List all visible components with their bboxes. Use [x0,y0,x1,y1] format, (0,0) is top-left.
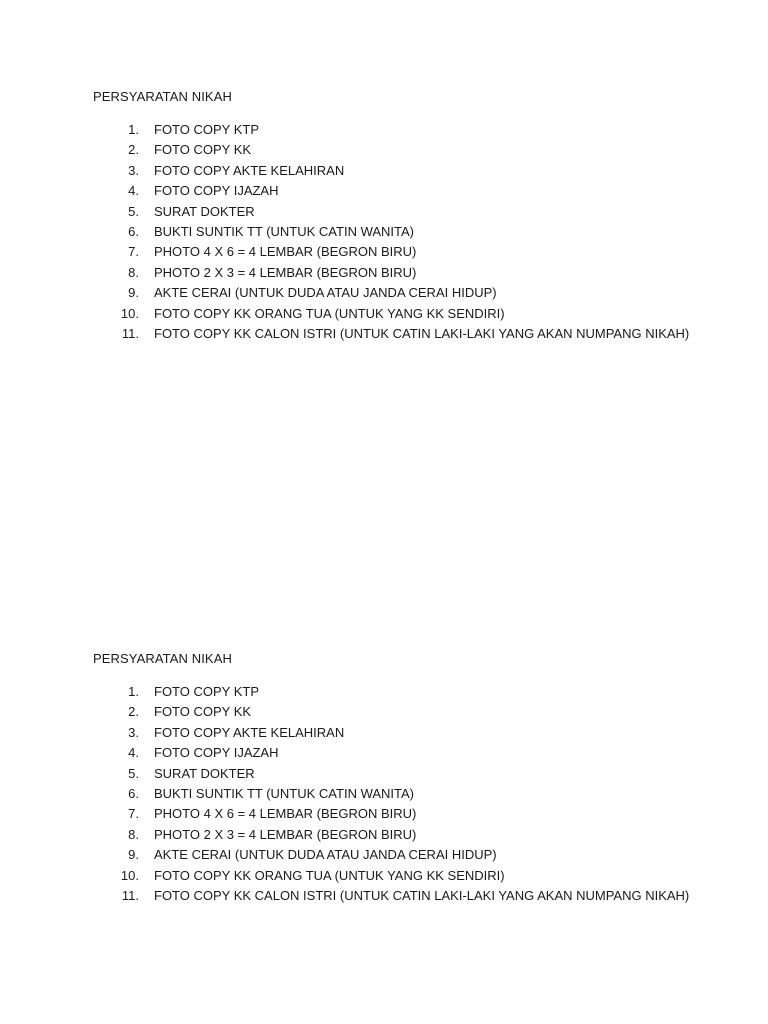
item-text: FOTO COPY KK CALON ISTRI (UNTUK CATIN LAKI-LAKI YANG AKAN NUMPANG NIKAH) [154,325,690,341]
item-text: FOTO COPY IJAZAH [154,183,279,199]
item-number: 5. [128,765,139,781]
list-item [93,764,733,784]
item-text: FOTO COPY KK [154,704,252,720]
list-item [93,283,733,303]
item-number: 1. [128,684,139,699]
item-text: AKTE CERAI (UNTUK DUDA ATAU JANDA CERAI HIDUP) [154,285,497,301]
item-text: FOTO COPY KK [154,142,252,158]
requirements-list [93,682,733,906]
item-text: FOTO COPY KTP [154,122,259,137]
list-item [93,222,733,242]
item-number: 4. [128,183,139,199]
list-item [93,784,733,804]
item-number: 3. [128,724,139,740]
list-item [93,845,733,865]
list-item [93,825,733,845]
list-item [93,682,733,702]
list-item [93,723,733,743]
item-text: PHOTO 2 X 3 = 4 LEMBAR (BEGRON BIRU) [154,826,417,842]
list-item [93,866,733,886]
list-item [93,263,733,283]
list-item [93,886,733,906]
item-number: 8. [128,264,139,280]
item-number: 11. [121,887,139,903]
item-text: FOTO COPY AKTE KELAHIRAN [154,162,345,178]
item-text: SURAT DOKTER [154,203,255,219]
item-number: 7. [128,806,139,822]
item-text: FOTO COPY KK ORANG TUA (UNTUK YANG KK SENDIRI) [154,867,505,883]
item-number: 11. [121,325,139,341]
list-item [93,324,733,344]
item-number: 6. [128,785,139,801]
item-number: 6. [128,223,139,239]
item-text: FOTO COPY KTP [154,684,259,699]
item-text: FOTO COPY KK CALON ISTRI (UNTUK CATIN LAKI-LAKI YANG AKAN NUMPANG NIKAH) [154,887,690,903]
item-text: AKTE CERAI (UNTUK DUDA ATAU JANDA CERAI HIDUP) [154,847,497,863]
item-number: 10. [120,867,139,883]
item-number: 2. [128,704,139,720]
list-item [93,181,733,201]
item-text: SURAT DOKTER [154,765,255,781]
section-heading: PERSYARATAN NIKAH [93,89,232,104]
list-item [93,743,733,763]
item-number: 3. [128,162,139,178]
requirements-section-2 [93,650,733,906]
item-number: 10. [120,305,139,321]
list-item [93,242,733,262]
item-text: PHOTO 4 X 6 = 4 LEMBAR (BEGRON BIRU) [154,806,417,822]
item-text: BUKTI SUNTIK TT (UNTUK CATIN WANITA) [154,223,414,239]
list-item [93,702,733,722]
item-number: 4. [128,745,139,761]
item-text: FOTO COPY AKTE KELAHIRAN [154,724,345,740]
list-item [93,161,733,181]
item-number: 5. [128,203,139,219]
item-text: FOTO COPY KK ORANG TUA (UNTUK YANG KK SENDIRI) [154,305,505,321]
list-item [93,804,733,824]
item-number: 7. [128,244,139,260]
list-item [93,140,733,160]
item-number: 2. [128,142,139,158]
item-text: BUKTI SUNTIK TT (UNTUK CATIN WANITA) [154,785,414,801]
item-text: PHOTO 4 X 6 = 4 LEMBAR (BEGRON BIRU) [154,244,417,260]
section-heading: PERSYARATAN NIKAH [93,651,232,666]
requirements-section-1 [93,88,733,344]
item-number: 1. [128,122,139,137]
item-number: 9. [128,285,139,301]
list-item [93,120,733,140]
item-number: 9. [128,847,139,863]
list-item [93,304,733,324]
list-item [93,202,733,222]
item-text: FOTO COPY IJAZAH [154,745,279,761]
item-number: 8. [128,826,139,842]
item-text: PHOTO 2 X 3 = 4 LEMBAR (BEGRON BIRU) [154,264,417,280]
requirements-list [93,120,733,344]
